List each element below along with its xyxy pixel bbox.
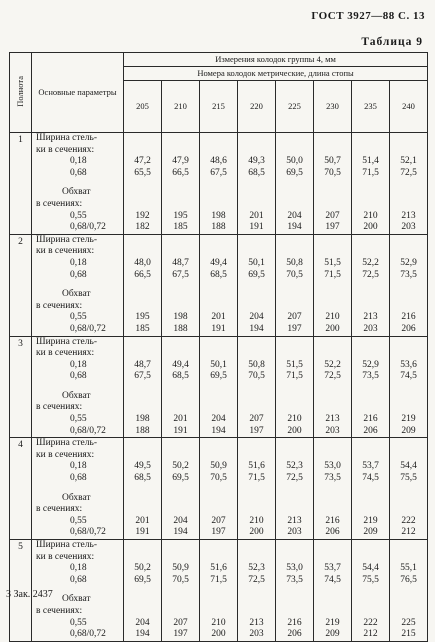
value: 194: [135, 629, 150, 640]
value: 216: [363, 414, 378, 425]
value: 49,3: [248, 156, 265, 167]
section-label: 0,18: [70, 156, 87, 167]
value-cell: [352, 133, 390, 235]
value: 204: [287, 210, 302, 221]
value: 188: [135, 425, 150, 436]
value: 203: [363, 323, 378, 334]
value-cell: [352, 234, 390, 336]
value: 70,5: [248, 371, 265, 382]
value-cell: [238, 234, 276, 336]
parameter-cell: [32, 133, 124, 235]
gender-column-label: Полнота: [14, 75, 25, 107]
section-label: 0,55: [70, 312, 87, 323]
value: 188: [211, 222, 226, 233]
value: 68,5: [248, 167, 265, 178]
value: 71,5: [286, 371, 303, 382]
value: 210: [363, 210, 378, 221]
value-cell: [200, 234, 238, 336]
size-header-205: 205: [124, 81, 162, 133]
value: 204: [173, 515, 188, 526]
value: 70,5: [286, 269, 303, 280]
value: 68,5: [172, 371, 189, 382]
value-cell: [314, 336, 352, 438]
section-label: 0,18: [70, 257, 87, 268]
value-cell: [200, 336, 238, 438]
value: 213: [363, 312, 378, 323]
value: 51,5: [324, 257, 341, 268]
value: 212: [363, 629, 378, 640]
value: 219: [363, 515, 378, 526]
size-header-215: 215: [200, 81, 238, 133]
value: 54,4: [400, 461, 417, 472]
value: 67,5: [134, 371, 151, 382]
value: 50,1: [248, 257, 265, 268]
value: 49,4: [210, 257, 227, 268]
value: 213: [287, 515, 302, 526]
value-cell: [352, 336, 390, 438]
value: 52,3: [248, 563, 265, 574]
value-cell: [314, 438, 352, 540]
width-label-line2: ки в сечениях:: [36, 348, 95, 359]
value: 207: [287, 312, 302, 323]
value: 72,5: [400, 167, 417, 178]
value: 203: [287, 527, 302, 538]
girth-label-line1: Обхват: [62, 594, 91, 605]
value-cell: [390, 438, 428, 540]
value: 52,2: [324, 359, 341, 370]
value: 188: [173, 323, 188, 334]
value: 194: [211, 425, 226, 436]
value: 210: [325, 312, 340, 323]
value: 222: [401, 515, 416, 526]
value: 50,8: [248, 359, 265, 370]
section-label: 0,18: [70, 461, 87, 472]
value: 67,5: [172, 269, 189, 280]
value: 50,9: [210, 461, 227, 472]
parameter-cell: [32, 234, 124, 336]
value: 50,2: [134, 563, 151, 574]
value: 191: [249, 222, 264, 233]
value-cell: [390, 234, 428, 336]
value: 195: [173, 210, 188, 221]
value: 50,8: [286, 257, 303, 268]
value: 201: [173, 414, 188, 425]
value: 195: [135, 312, 150, 323]
value: 72,5: [286, 473, 303, 484]
value: 75,5: [400, 473, 417, 484]
value: 75,5: [362, 574, 379, 585]
value-cell: [276, 336, 314, 438]
value: 207: [173, 617, 188, 628]
value: 72,5: [362, 269, 379, 280]
value: 219: [401, 414, 416, 425]
value: 200: [211, 629, 226, 640]
section-label: 0,55: [70, 210, 87, 221]
value: 197: [249, 425, 264, 436]
params-column-header: Основные параметры: [32, 53, 124, 133]
value: 73,5: [286, 574, 303, 585]
width-label-line1: Ширина стель-: [36, 133, 97, 143]
value: 51,6: [210, 563, 227, 574]
value-cell: [276, 234, 314, 336]
value: 209: [363, 527, 378, 538]
value: 206: [363, 425, 378, 436]
value-cell: [162, 234, 200, 336]
value: 73,5: [324, 473, 341, 484]
value: 216: [287, 617, 302, 628]
group-number: 1: [10, 133, 32, 235]
value: 66,5: [134, 269, 151, 280]
girth-label-line1: Обхват: [62, 390, 91, 401]
value-cell: [276, 540, 314, 642]
value: 192: [135, 210, 150, 221]
value: 200: [287, 425, 302, 436]
value: 52,3: [286, 461, 303, 472]
value-cell: [352, 438, 390, 540]
value: 203: [325, 425, 340, 436]
value-cell: [162, 336, 200, 438]
value: 197: [211, 527, 226, 538]
value: 197: [287, 323, 302, 334]
width-label-line1: Ширина стель-: [36, 540, 97, 550]
value: 204: [249, 312, 264, 323]
section-label: 0,68/0,72: [70, 629, 106, 640]
value-cell: [238, 540, 276, 642]
value: 70,5: [172, 574, 189, 585]
value: 48,6: [210, 156, 227, 167]
value-cell: [200, 133, 238, 235]
value-cell: [124, 133, 162, 235]
girth-label-line2: в сечениях:: [36, 300, 83, 311]
value: 48,7: [134, 359, 151, 370]
value: 68,5: [210, 269, 227, 280]
value: 69,5: [248, 269, 265, 280]
value-cell: [162, 540, 200, 642]
value-cell: [162, 438, 200, 540]
value-cell: [238, 133, 276, 235]
value: 219: [325, 617, 340, 628]
width-label-line2: ки в сечениях:: [36, 551, 95, 562]
value: 182: [135, 222, 150, 233]
value: 71,5: [324, 269, 341, 280]
value: 215: [401, 629, 416, 640]
value-cell: [314, 133, 352, 235]
value: 207: [249, 414, 264, 425]
value: 222: [363, 617, 378, 628]
value: 52,1: [400, 156, 417, 167]
value: 51,5: [286, 359, 303, 370]
table-title: Таблица 9: [361, 36, 423, 48]
group-number: 5: [10, 540, 32, 642]
value: 53,0: [286, 563, 303, 574]
value: 70,5: [210, 473, 227, 484]
value: 68,5: [134, 473, 151, 484]
section-label: 0,68: [70, 371, 87, 382]
value: 225: [401, 617, 416, 628]
table-row: [10, 336, 428, 438]
width-label-line1: Ширина стель-: [36, 336, 97, 347]
section-label: 0,18: [70, 359, 87, 370]
value: 185: [135, 323, 150, 334]
value: 53,6: [400, 359, 417, 370]
value: 47,9: [172, 156, 189, 167]
table-row: [10, 234, 428, 336]
size-header-235: 235: [352, 81, 390, 133]
value: 210: [249, 515, 264, 526]
value: 69,5: [286, 167, 303, 178]
value: 207: [211, 515, 226, 526]
value: 194: [249, 323, 264, 334]
value: 49,5: [134, 461, 151, 472]
size-header-210: 210: [162, 81, 200, 133]
value: 50,1: [210, 359, 227, 370]
value-cell: [390, 540, 428, 642]
value: 191: [135, 527, 150, 538]
gender-column-header: [10, 53, 32, 133]
girth-label-line1: Обхват: [62, 187, 91, 198]
value-cell: [276, 133, 314, 235]
value: 194: [173, 527, 188, 538]
value-cell: [124, 234, 162, 336]
value: 216: [325, 515, 340, 526]
section-label: 0,18: [70, 563, 87, 574]
value-cell: [238, 438, 276, 540]
page-footer: 3 Зак. 2437: [6, 589, 53, 600]
value-cell: [238, 336, 276, 438]
value: 50,0: [286, 156, 303, 167]
section-label: 0,68: [70, 473, 87, 484]
value: 73,5: [400, 269, 417, 280]
value: 198: [211, 210, 226, 221]
value: 194: [287, 222, 302, 233]
section-label: 0,55: [70, 414, 87, 425]
value-cell: [314, 234, 352, 336]
girth-label-line2: в сечениях:: [36, 605, 83, 616]
value: 210: [211, 617, 226, 628]
value: 201: [249, 210, 264, 221]
value: 203: [401, 222, 416, 233]
value: 66,5: [172, 167, 189, 178]
value: 73,5: [362, 371, 379, 382]
value-cell: [124, 336, 162, 438]
value-cell: [314, 540, 352, 642]
value: 207: [325, 210, 340, 221]
value: 52,2: [362, 257, 379, 268]
table-body: [10, 133, 428, 642]
value-cell: [124, 540, 162, 642]
value: 53,7: [362, 461, 379, 472]
measurements-table: [9, 52, 428, 642]
section-label: 0,55: [70, 515, 87, 526]
value: 65,5: [134, 167, 151, 178]
girth-label-line2: в сечениях:: [36, 198, 83, 209]
section-label: 0,55: [70, 617, 87, 628]
value: 209: [325, 629, 340, 640]
value-cell: [390, 336, 428, 438]
width-label-line2: ки в сечениях:: [36, 449, 95, 460]
value: 209: [401, 425, 416, 436]
group-number: 2: [10, 234, 32, 336]
value: 213: [401, 210, 416, 221]
value: 216: [401, 312, 416, 323]
width-label-line1: Ширина стель-: [36, 438, 97, 449]
value: 71,5: [248, 473, 265, 484]
value: 210: [287, 414, 302, 425]
value: 50,9: [172, 563, 189, 574]
section-label: 0,68: [70, 167, 87, 178]
value: 50,7: [324, 156, 341, 167]
value: 213: [249, 617, 264, 628]
value: 191: [211, 323, 226, 334]
value: 53,7: [324, 563, 341, 574]
girth-label-line2: в сечениях:: [36, 402, 83, 413]
value: 67,5: [210, 167, 227, 178]
value: 72,5: [324, 371, 341, 382]
value-cell: [352, 540, 390, 642]
page-header: ГОСТ 3927—88 С. 13: [311, 10, 425, 22]
value: 55,1: [400, 563, 417, 574]
value: 52,9: [400, 257, 417, 268]
table-row: [10, 438, 428, 540]
value: 200: [325, 323, 340, 334]
value-cell: [200, 438, 238, 540]
value: 54,4: [362, 563, 379, 574]
girth-label-line2: в сечениях:: [36, 504, 83, 515]
value: 213: [325, 414, 340, 425]
value: 48,0: [134, 257, 151, 268]
value: 74,5: [324, 574, 341, 585]
size-header-230: 230: [314, 81, 352, 133]
value: 201: [211, 312, 226, 323]
value: 48,7: [172, 257, 189, 268]
value: 200: [249, 527, 264, 538]
value: 198: [173, 312, 188, 323]
size-header-220: 220: [238, 81, 276, 133]
section-label: 0,68: [70, 574, 87, 585]
value: 69,5: [134, 574, 151, 585]
value: 51,6: [248, 461, 265, 472]
value: 204: [211, 414, 226, 425]
value: 50,2: [172, 461, 189, 472]
parameter-cell: [32, 336, 124, 438]
value: 201: [135, 515, 150, 526]
value: 72,5: [248, 574, 265, 585]
table-row: [10, 540, 428, 642]
table-container: [9, 52, 427, 642]
width-label-line1: Ширина стель-: [36, 234, 97, 245]
width-label-line2: ки в сечениях:: [36, 144, 95, 155]
section-label: 0,68/0,72: [70, 527, 106, 538]
value: 51,4: [362, 156, 379, 167]
section-label: 0,68/0,72: [70, 222, 106, 233]
value: 53,0: [324, 461, 341, 472]
section-label: 0,68: [70, 269, 87, 280]
value: 74,5: [400, 371, 417, 382]
group-number: 4: [10, 438, 32, 540]
table-row: [10, 133, 428, 235]
value: 49,4: [172, 359, 189, 370]
girth-label-line1: Обхват: [62, 289, 91, 300]
value-cell: [124, 438, 162, 540]
value-cell: [200, 540, 238, 642]
value: 52,9: [362, 359, 379, 370]
sub-header: Номера колодок метрические, длина стопы: [124, 67, 428, 81]
value: 206: [325, 527, 340, 538]
section-label: 0,68/0,72: [70, 425, 106, 436]
value: 204: [135, 617, 150, 628]
value: 191: [173, 425, 188, 436]
value: 198: [135, 414, 150, 425]
parameter-cell: [32, 438, 124, 540]
value: 185: [173, 222, 188, 233]
size-header-240: 240: [390, 81, 428, 133]
value: 212: [401, 527, 416, 538]
value: 71,5: [210, 574, 227, 585]
value: 203: [249, 629, 264, 640]
value: 197: [325, 222, 340, 233]
value: 74,5: [362, 473, 379, 484]
size-header-225: 225: [276, 81, 314, 133]
value-cell: [390, 133, 428, 235]
value-cell: [276, 438, 314, 540]
top-header: Измерения колодок группы 4, мм: [124, 53, 428, 67]
value: 206: [287, 629, 302, 640]
value: 69,5: [210, 371, 227, 382]
value-cell: [162, 133, 200, 235]
value: 70,5: [324, 167, 341, 178]
value: 197: [173, 629, 188, 640]
value: 69,5: [172, 473, 189, 484]
section-label: 0,68/0,72: [70, 323, 106, 334]
value: 47,2: [134, 156, 151, 167]
value: 76,5: [400, 574, 417, 585]
value: 71,5: [362, 167, 379, 178]
girth-label-line1: Обхват: [62, 492, 91, 503]
value: 206: [401, 323, 416, 334]
width-label-line2: ки в сечениях:: [36, 246, 95, 257]
value: 200: [363, 222, 378, 233]
group-number: 3: [10, 336, 32, 438]
